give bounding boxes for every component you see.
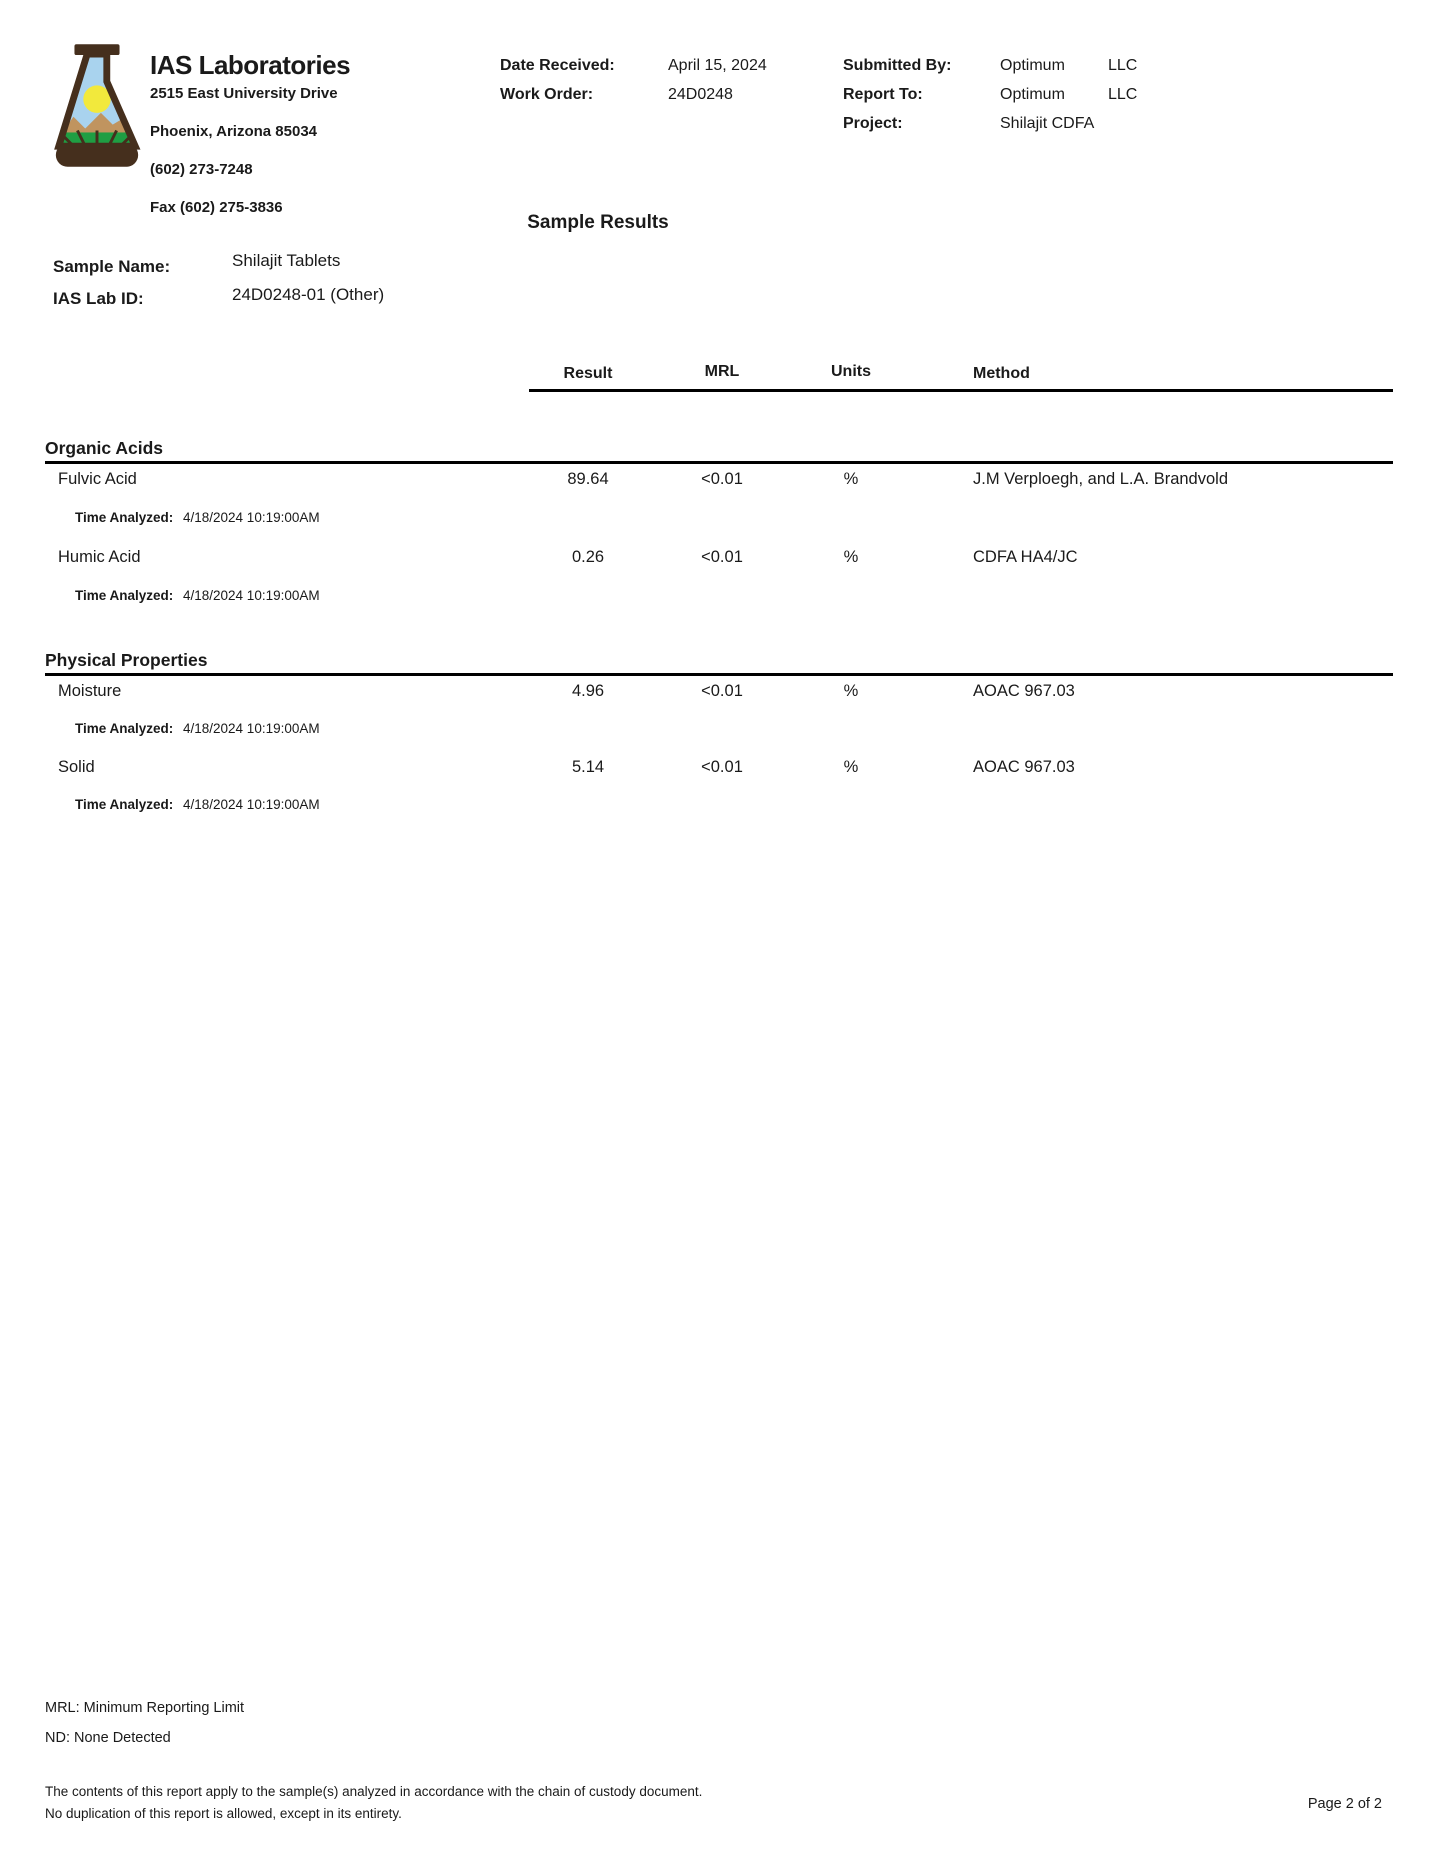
company-phone: (602) 273-7248 (150, 161, 253, 178)
result-value: 5.14 (571, 758, 605, 776)
submitted-by-label: Submitted By: (843, 57, 952, 74)
footnote-nd: ND: None Detected (45, 1730, 171, 1746)
report-to-suffix: LLC (1108, 86, 1138, 103)
project-label: Project: (843, 115, 903, 132)
column-header-result: Result (563, 365, 613, 382)
section-heading-physical-properties: Physical Properties (45, 650, 208, 670)
footnote-mrl: MRL: Minimum Reporting Limit (45, 1700, 245, 1716)
method-value: AOAC 967.03 (973, 682, 1075, 700)
analyte-name: Solid (58, 758, 95, 776)
sample-name-label: Sample Name: (53, 257, 171, 276)
analyte-name: Moisture (58, 682, 122, 700)
mrl-value: <0.01 (701, 548, 743, 566)
method-value: CDFA HA4/JC (973, 548, 1078, 566)
time-analyzed-label: Time Analyzed: (75, 721, 174, 736)
method-value: AOAC 967.03 (973, 758, 1075, 776)
address-line-2: Phoenix, Arizona 85034 (150, 123, 318, 140)
units-value: % (843, 548, 859, 566)
result-value: 4.96 (571, 682, 605, 700)
project-value: Shilajit CDFA (1000, 115, 1095, 132)
section-heading-organic-acids: Organic Acids (45, 438, 163, 458)
time-analyzed-label: Time Analyzed: (75, 588, 174, 603)
ias-labs-flask-logo-icon (48, 42, 146, 175)
mrl-value: <0.01 (701, 470, 743, 488)
time-analyzed-value: 4/18/2024 10:19:00AM (183, 721, 320, 736)
report-to-name: Optimum (1000, 86, 1065, 103)
company-fax: Fax (602) 275-3836 (150, 199, 283, 216)
units-value: % (843, 758, 859, 776)
column-header-method: Method (973, 365, 1030, 382)
page-number: Page 2 of 2 (1307, 1796, 1382, 1812)
section-rule (45, 673, 1393, 676)
date-received-value: April 15, 2024 (668, 57, 767, 74)
work-order-label: Work Order: (500, 86, 594, 103)
disclaimer-line-1: The contents of this report apply to the sample(s) analyzed in accordance with the chain of custody document. (45, 1784, 703, 1799)
mrl-value: <0.01 (701, 682, 743, 700)
time-analyzed-label: Time Analyzed: (75, 510, 174, 525)
work-order-value: 24D0248 (668, 86, 733, 103)
submitted-by-name: Optimum (1000, 57, 1065, 74)
report-to-label: Report To: (843, 86, 923, 103)
lab-id-label: IAS Lab ID: (53, 289, 144, 308)
table-header-rule (529, 389, 1393, 392)
date-received-label: Date Received: (500, 57, 615, 74)
page-title: Sample Results (527, 212, 669, 233)
time-analyzed-value: 4/18/2024 10:19:00AM (183, 588, 320, 603)
units-value: % (843, 470, 859, 488)
method-value: J.M Verploegh, and L.A. Brandvold (973, 470, 1228, 488)
units-value: % (843, 682, 859, 700)
mrl-value: <0.01 (701, 758, 743, 776)
result-value: 0.26 (571, 548, 605, 566)
company-name: IAS Laboratories (150, 50, 351, 80)
address-line-1: 2515 East University Drive (150, 85, 338, 102)
time-analyzed-label: Time Analyzed: (75, 797, 174, 812)
column-header-mrl: MRL (704, 363, 740, 380)
time-analyzed-value: 4/18/2024 10:19:00AM (183, 797, 320, 812)
section-rule (45, 461, 1393, 464)
analyte-name: Fulvic Acid (58, 470, 137, 488)
company-address (150, 84, 338, 217)
analyte-name: Humic Acid (58, 548, 141, 566)
result-value: 89.64 (567, 470, 609, 488)
column-header-units: Units (831, 363, 871, 380)
time-analyzed-value: 4/18/2024 10:19:00AM (183, 510, 320, 525)
disclaimer-line-2: No duplication of this report is allowed, except in its entirety. (45, 1806, 402, 1821)
lab-id-value: 24D0248-01 (Other) (232, 285, 385, 304)
submitted-by-suffix: LLC (1108, 57, 1138, 74)
sample-name-value: Shilajit Tablets (232, 251, 341, 270)
